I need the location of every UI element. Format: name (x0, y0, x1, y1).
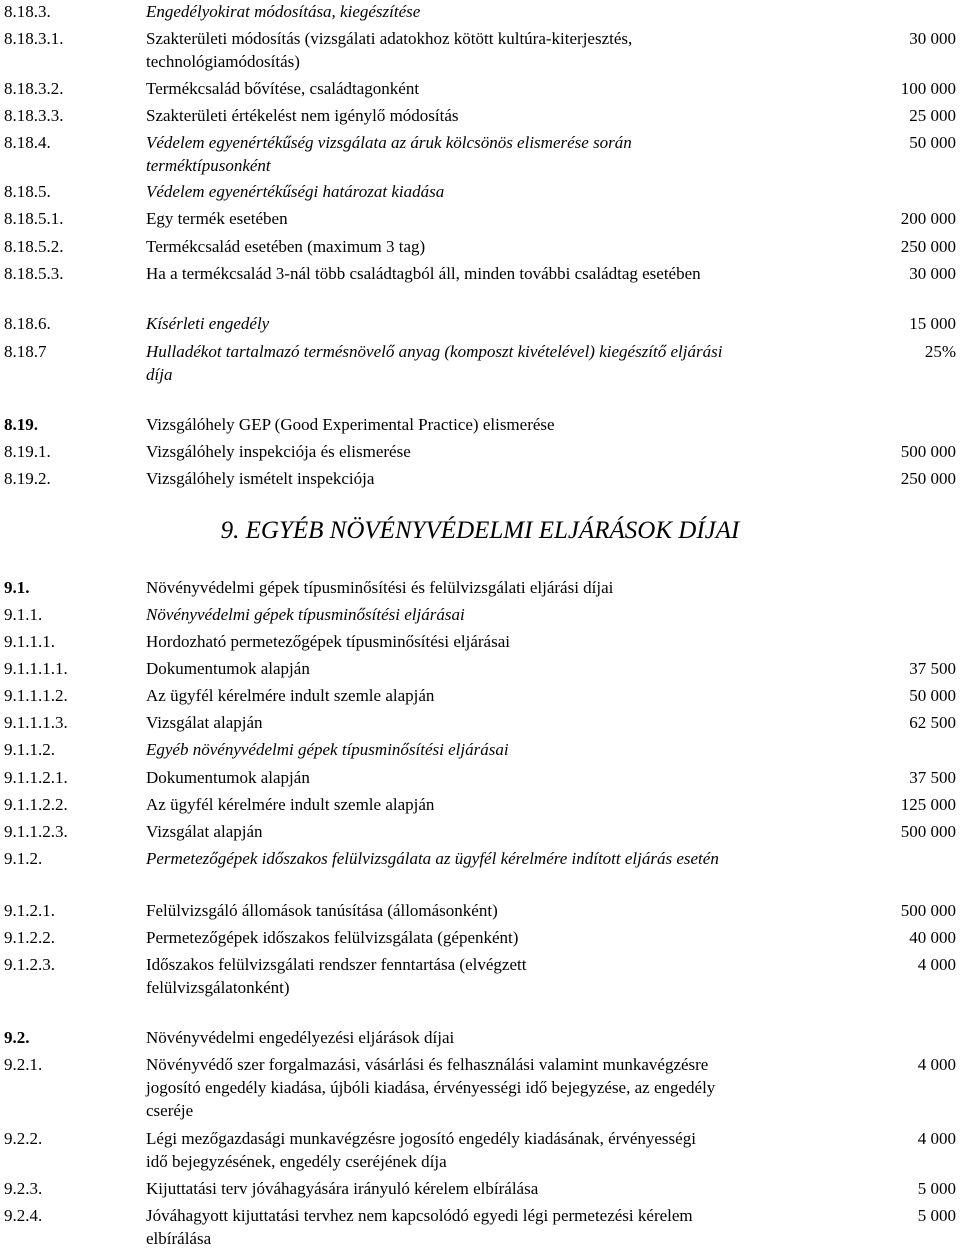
item-code: 9.1.1.2. (4, 740, 55, 759)
item-description: Termékcsalád esetében (maximum 3 tag) (146, 237, 426, 256)
item-fee: 4 000 (917, 1055, 956, 1074)
item-code: 8.18.7 (4, 342, 47, 361)
item-description: Permetezőgépek időszakos felülvizsgálata az ügyfél kérelmére indított eljárás esetén (146, 849, 719, 868)
item-description: Engedélyokirat módosítása, kiegészítése (146, 2, 421, 21)
item-fee: 4 000 (917, 955, 956, 974)
item-fee: 500 000 (900, 822, 956, 841)
item-fee: 37 500 (909, 659, 956, 678)
item-code: 8.18.6. (4, 314, 51, 333)
item-fee: 25 000 (909, 106, 956, 125)
item-code: 9.2.2. (4, 1129, 43, 1148)
item-description: Dokumentumok alapján (146, 768, 310, 787)
item-fee: 125 000 (900, 795, 956, 814)
item-code: 9.1. (4, 578, 30, 597)
item-code: 9.2.4. (4, 1206, 43, 1225)
item-description: Vizsgálat alapján (146, 713, 263, 732)
item-code: 9.2. (4, 1028, 30, 1047)
item-description: Az ügyfél kérelmére indult szemle alapján (146, 686, 435, 705)
item-code: 9.1.1.2.3. (4, 822, 68, 841)
item-code: 9.1.1.1. (4, 632, 55, 651)
item-code: 8.19. (4, 415, 38, 434)
item-fee: 30 000 (909, 264, 956, 283)
item-description: Növényvédelmi gépek típusminősítési eljárásai (146, 605, 465, 624)
item-fee: 4 000 (917, 1129, 956, 1148)
item-description: Egy termék esetében (146, 209, 288, 228)
item-code: 8.18.3.3. (4, 106, 64, 125)
item-description: Dokumentumok alapján (146, 659, 310, 678)
item-fee: 5 000 (917, 1206, 956, 1225)
item-fee: 40 000 (909, 928, 956, 947)
item-code: 8.18.4. (4, 133, 51, 152)
item-description: Vizsgálóhely ismételt inspekciója (146, 469, 375, 488)
item-code: 8.18.3.2. (4, 79, 64, 98)
item-description: Védelem egyenértékűségi határozat kiadása (146, 182, 445, 201)
item-fee: 50 000 (909, 133, 956, 152)
item-fee: 200 000 (900, 209, 956, 228)
item-fee: 500 000 (900, 442, 956, 461)
item-fee: 25% (924, 342, 956, 361)
item-code: 8.18.3.1. (4, 29, 64, 48)
item-code: 8.18.5.1. (4, 209, 64, 228)
item-code: 9.2.3. (4, 1179, 43, 1198)
item-code: 9.1.1.2.1. (4, 768, 68, 787)
item-fee: 15 000 (909, 314, 956, 333)
item-code: 8.18.3. (4, 2, 51, 21)
item-fee: 250 000 (900, 469, 956, 488)
item-description: Védelem egyenértékűség vizsgálata az áruk kölcsönös elismerése során terméktípusonként (146, 133, 632, 175)
item-description: Szakterületi értékelést nem igénylő módosítás (146, 106, 459, 125)
item-code: 9.2.1. (4, 1055, 43, 1074)
item-fee: 500 000 (900, 901, 956, 920)
item-description: Növényvédelmi engedélyezési eljárások díjai (146, 1028, 455, 1047)
item-code: 9.1.2.3. (4, 955, 55, 974)
item-fee: 5 000 (917, 1179, 956, 1198)
item-code: 8.18.5. (4, 182, 51, 201)
item-description: Vizsgálat alapján (146, 822, 263, 841)
item-description: Növényvédő szer forgalmazási, vásárlási és felhasználási valamint munkavégzésre jogosító engedély kiadása, újbóli kiadása, érvényességi idő bejegyzése, az engedély cseréje (146, 1055, 716, 1120)
item-description: Légi mezőgazdasági munkavégzésre jogosító engedély kiadásának, érvényességi idő bejegyzésének, engedély cseréjének díja (146, 1129, 696, 1171)
item-description: Az ügyfél kérelmére indult szemle alapján (146, 795, 435, 814)
item-description: Felülvizsgáló állomások tanúsítása (állomásonként) (146, 901, 498, 920)
item-description: Egyéb növényvédelmi gépek típusminősítési eljárásai (146, 740, 509, 759)
section-heading: 9. EGYÉB NÖVÉNYVÉDELMI ELJÁRÁSOK DÍJAI (220, 517, 740, 544)
item-description: Hulladékot tartalmazó termésnövelő anyag (komposzt kivételével) kiegészítő eljárási díja (146, 342, 723, 384)
item-code: 9.1.1.2.2. (4, 795, 68, 814)
item-fee: 30 000 (909, 29, 956, 48)
item-fee: 250 000 (900, 237, 956, 256)
item-code: 9.1.1. (4, 605, 43, 624)
item-code: 8.18.5.2. (4, 237, 64, 256)
item-description: Hordozható permetezőgépek típusminősítési eljárásai (146, 632, 510, 651)
item-description: Jóváhagyott kijuttatási tervhez nem kapcsolódó egyedi légi permetezési kérelem elbírálása (146, 1206, 693, 1248)
item-description: Ha a termékcsalád 3-nál több családtagból áll, minden további családtag esetében (146, 264, 701, 283)
item-description: Növényvédelmi gépek típusminősítési és felülvizsgálati eljárási díjai (146, 578, 614, 597)
item-code: 9.1.2.2. (4, 928, 55, 947)
item-description: Vizsgálóhely GEP (Good Experimental Practice) elismerése (146, 415, 555, 434)
item-code: 9.1.1.1.3. (4, 713, 68, 732)
item-description: Kísérleti engedély (146, 314, 270, 333)
item-description: Vizsgálóhely inspekciója és elismerése (146, 442, 411, 461)
item-code: 8.19.2. (4, 469, 51, 488)
item-description: Termékcsalád bővítése, családtagonként (146, 79, 420, 98)
item-fee: 50 000 (909, 686, 956, 705)
item-description: Szakterületi módosítás (vizsgálati adatokhoz kötött kultúra-kiterjesztés, technológiamódosítás) (146, 29, 633, 71)
item-code: 8.19.1. (4, 442, 51, 461)
item-code: 9.1.1.1.2. (4, 686, 68, 705)
item-description: Időszakos felülvizsgálati rendszer fenntartása (elvégzett felülvizsgálatonként) (146, 955, 527, 997)
item-fee: 37 500 (909, 768, 956, 787)
item-fee: 100 000 (900, 79, 956, 98)
item-code: 9.1.2. (4, 849, 43, 868)
item-description: Permetezőgépek időszakos felülvizsgálata (gépenként) (146, 928, 519, 947)
item-fee: 62 500 (909, 713, 956, 732)
item-code: 9.1.2.1. (4, 901, 55, 920)
item-description: Kijuttatási terv jóváhagyására irányuló kérelem elbírálása (146, 1179, 539, 1198)
item-code: 8.18.5.3. (4, 264, 64, 283)
item-code: 9.1.1.1.1. (4, 659, 68, 678)
